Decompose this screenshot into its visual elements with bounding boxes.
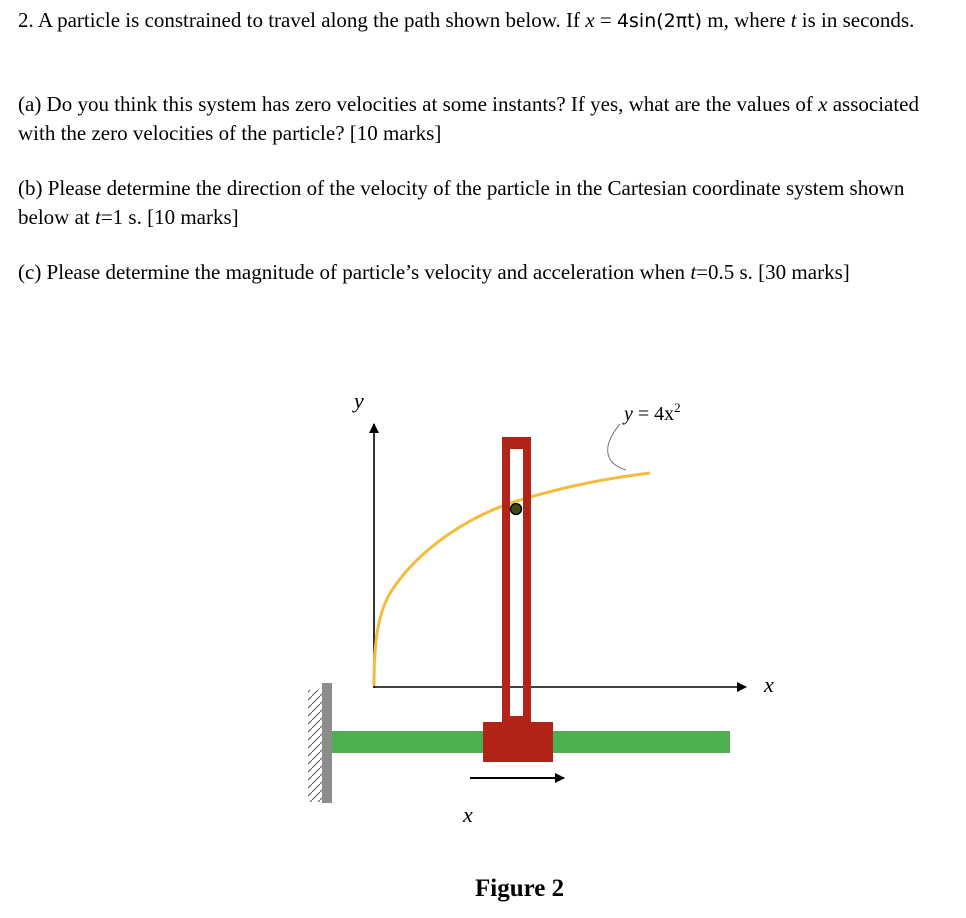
slider-block bbox=[483, 722, 553, 762]
figure-caption: Figure 2 bbox=[475, 875, 565, 902]
curve-equation-label: $y = 4x^2$ bbox=[624, 400, 681, 425]
x-axis-label: x bbox=[764, 672, 774, 697]
math-expression: 4sin(2πt) bbox=[616, 10, 703, 32]
slotted-bar bbox=[483, 437, 553, 762]
question-intro: 2. A particle is constrained to travel along the path shown below. If x = 4sin(2πt) m, where t is in seconds. bbox=[18, 8, 915, 32]
particle bbox=[511, 504, 522, 515]
figure-2-diagram bbox=[0, 360, 966, 918]
fixed-wall bbox=[308, 683, 332, 803]
question-part-c: (c) Please determine the magnitude of particle’s velocity and acceleration when t=0.5 s. [30 marks] bbox=[18, 260, 850, 284]
question-part-a: (a) Do you think this system has zero velocities at some instants? If yes, what are the values of x associated with the zero velocities of the particle? [10 marks] bbox=[18, 92, 919, 145]
slider-displacement-label: x bbox=[463, 802, 473, 827]
question-part-b: (b) Please determine the direction of the velocity of the particle in the Cartesian coordinate system shown below at t=1 s. [10 marks] bbox=[18, 176, 905, 229]
curve-label-leader bbox=[608, 424, 626, 470]
y-axis-label: y bbox=[354, 388, 364, 413]
